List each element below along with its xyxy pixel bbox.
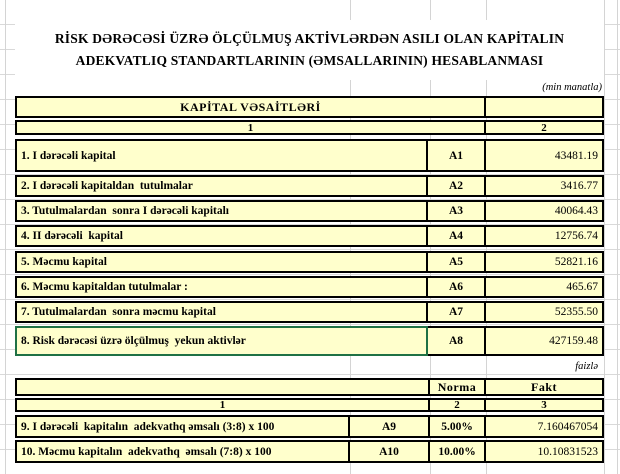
row-norma-cell[interactable]: 5.00%	[428, 415, 486, 438]
row-code-cell[interactable]: A1	[426, 139, 486, 172]
row-fakt-cell[interactable]: 10.10831523	[484, 440, 604, 463]
colnum-cell-2[interactable]: 2	[428, 398, 486, 412]
table-row	[15, 251, 604, 273]
table-row	[15, 225, 604, 247]
row-label-cell[interactable]: 5. Məcmu kapital	[15, 251, 428, 273]
table-row	[15, 139, 604, 172]
row-code-cell[interactable]: A6	[426, 276, 486, 298]
row-label-cell[interactable]: 1. I dərəcəli kapital	[15, 139, 428, 172]
norma-header-cell[interactable]: Norma	[428, 378, 486, 396]
gridline	[5, 0, 6, 474]
row-value-cell[interactable]: 465.67	[484, 276, 604, 298]
percent-note: faizlə	[575, 361, 598, 372]
title-line-2: ADEKVATLIQ STANDARTLARININ (ƏMSALLARININ) HESABLANMASI	[75, 53, 544, 68]
row-value-cell[interactable]: 427159.48	[484, 326, 604, 356]
row-label-cell[interactable]: 3. Tutulmalardan sonra I dərəcəli kapitalı	[15, 200, 428, 222]
row-label-cell[interactable]: 9. I dərəcəli kapitalın adekvathq əmsalı (3:8) x 100	[15, 415, 350, 438]
table-row	[15, 415, 604, 438]
capital-table-header-row	[15, 96, 604, 118]
row-code-cell[interactable]: A7	[426, 301, 486, 323]
row-code-cell[interactable]: A8	[426, 326, 486, 356]
row-value-cell[interactable]: 52821.16	[484, 251, 604, 273]
table-row	[15, 440, 604, 463]
colnum-cell-1[interactable]: 1	[15, 398, 430, 412]
table-row-selected	[15, 326, 604, 356]
row-label-cell[interactable]: 4. II dərəcəli kapital	[15, 225, 428, 247]
unit-note: (min manatla)	[542, 82, 602, 93]
row-value-cell[interactable]: 40064.43	[484, 200, 604, 222]
row-code-cell[interactable]: A9	[348, 415, 430, 438]
capital-table-header-empty-cell[interactable]	[484, 96, 604, 118]
fakt-header-cell[interactable]: Fakt	[484, 378, 604, 396]
ratio-table-colnum-row	[15, 398, 604, 412]
row-value-cell[interactable]: 43481.19	[484, 139, 604, 172]
row-code-cell[interactable]: A5	[426, 251, 486, 273]
row-code-cell[interactable]: A10	[348, 440, 430, 463]
capital-table-colnum-row	[15, 120, 604, 135]
row-value-cell[interactable]: 12756.74	[484, 225, 604, 247]
ratio-table-header-row	[15, 378, 604, 396]
colnum-cell-2[interactable]: 2	[484, 120, 604, 135]
selected-cell[interactable]: 8. Risk dərəcəsi üzrə ölçülmuş yekun aktivlər	[15, 326, 428, 356]
row-code-cell[interactable]: A4	[426, 225, 486, 247]
gridline	[604, 0, 605, 474]
row-code-cell[interactable]: A3	[426, 200, 486, 222]
row-label-cell[interactable]: 2. I dərəcəli kapitaldan tutulmalar	[15, 175, 428, 197]
capital-table-header-cell[interactable]: KAPİTAL VƏSAİTLƏRİ	[15, 96, 486, 118]
table-row	[15, 301, 604, 323]
table-row	[15, 200, 604, 222]
colnum-cell-1[interactable]: 1	[15, 120, 486, 135]
table-row	[15, 175, 604, 197]
colnum-cell-3[interactable]: 3	[484, 398, 604, 412]
capital-table	[15, 96, 604, 356]
ratio-header-empty-cell[interactable]	[15, 378, 430, 396]
row-norma-cell[interactable]: 10.00%	[428, 440, 486, 463]
row-label-cell[interactable]: 10. Məcmu kapitalın adekvathq əmsalı (7:8) x 100	[15, 440, 350, 463]
row-label-cell[interactable]: 7. Tutulmalardan sonra məcmu kapital	[15, 301, 428, 323]
row-code-cell[interactable]: A2	[426, 175, 486, 197]
row-value-cell[interactable]: 3416.77	[484, 175, 604, 197]
row-fakt-cell[interactable]: 7.160467054	[484, 415, 604, 438]
row-value-cell[interactable]: 52355.50	[484, 301, 604, 323]
title-line-1: RİSK DƏRƏCƏSİ ÜZRƏ ÖLÇÜLMUŞ AKTİVLƏRDƏN ASILI OLAN KAPİTALIN	[54, 31, 565, 47]
gridline	[617, 0, 618, 474]
table-row	[15, 276, 604, 298]
page-title	[15, 20, 604, 80]
row-label-cell[interactable]: 6. Məcmu kapitaldan tutulmalar :	[15, 276, 428, 298]
ratio-table	[15, 378, 604, 463]
